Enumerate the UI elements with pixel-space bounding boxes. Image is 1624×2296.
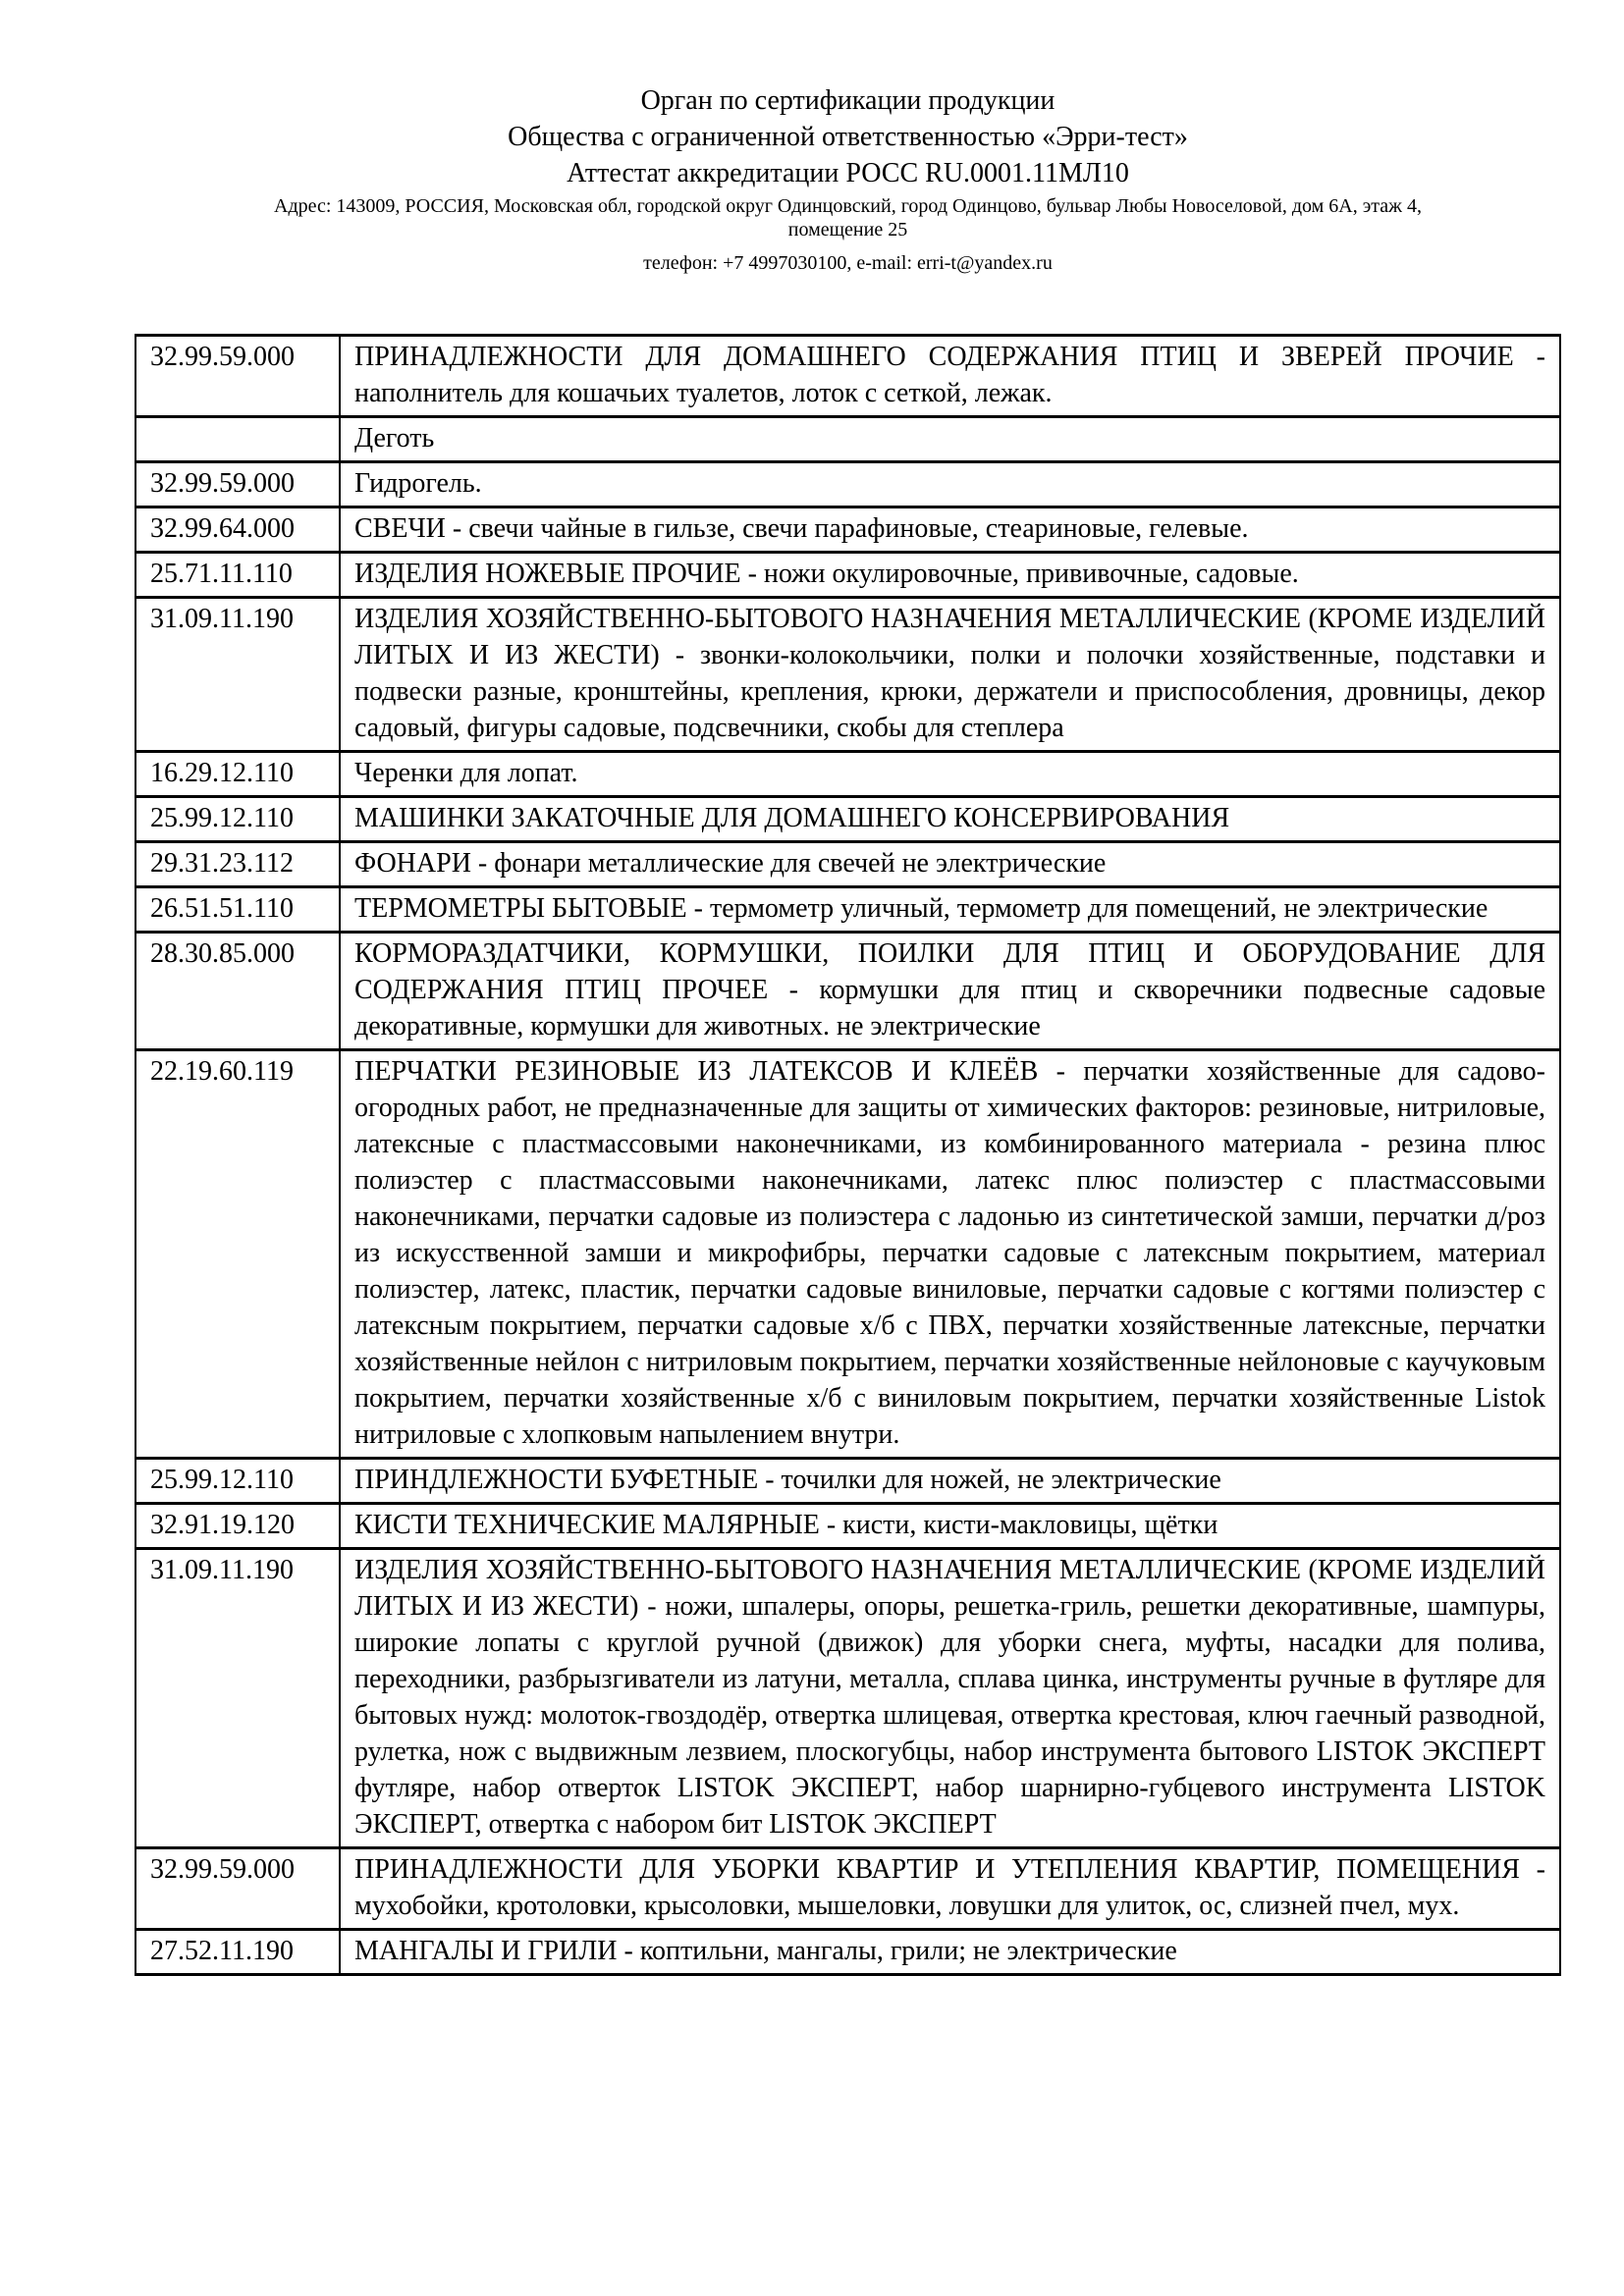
code-cell: 32.99.64.000 xyxy=(135,507,340,553)
description-cell: ПРИНАДЛЕЖНОСТИ ДЛЯ ДОМАШНЕГО СОДЕРЖАНИЯ ПТИЦ И ЗВЕРЕЙ ПРОЧИЕ - наполнитель для кошачьих туалетов, лоток с сеткой, лежак. xyxy=(340,336,1560,417)
table-row xyxy=(135,752,1560,797)
code-cell: 25.71.11.110 xyxy=(135,553,340,598)
table-row xyxy=(135,417,1560,462)
contact-line: телефон: +7 4997030100, e-mail: erri-t@yandex.ru xyxy=(643,252,1053,274)
table-row xyxy=(135,1848,1560,1930)
table-row xyxy=(135,507,1560,553)
description-cell: КОРМОРАЗДАТЧИКИ, КОРМУШКИ, ПОИЛКИ ДЛЯ ПТИЦ И ОБОРУДОВАНИЕ ДЛЯ СОДЕРЖАНИЯ ПТИЦ ПРОЧЕЕ - кормушки для птиц и скворечники подвесные садовые декоративные, кормушки для животных. не электрические xyxy=(340,933,1560,1050)
table-row xyxy=(135,842,1560,887)
table-row xyxy=(135,1549,1560,1848)
description-cell: СВЕЧИ - свечи чайные в гильзе, свечи парафиновые, стеариновые, гелевые. xyxy=(340,507,1560,553)
code-cell: 32.99.59.000 xyxy=(135,1848,340,1930)
table-row xyxy=(135,797,1560,842)
description-cell: ИЗДЕЛИЯ ХОЗЯЙСТВЕННО-БЫТОВОГО НАЗНАЧЕНИЯ МЕТАЛЛИЧЕСКИЕ (КРОМЕ ИЗДЕЛИЙ ЛИТЫХ И ИЗ ЖЕСТИ) - звонки-колокольчики, полки и полочки хозяйственные, подставки и подвески разные, кронштейны, крепления, крюки, держатели и приспособления, дровницы, декор садовый, фигуры садовые, подсвечники, скобы для степлера xyxy=(340,598,1560,752)
table-row xyxy=(135,1504,1560,1549)
table-row xyxy=(135,336,1560,417)
table-row xyxy=(135,1459,1560,1504)
product-table xyxy=(135,334,1561,1976)
table-row xyxy=(135,933,1560,1050)
description-cell: ИЗДЕЛИЯ НОЖЕВЫЕ ПРОЧИЕ - ножи окулировочные, прививочные, садовые. xyxy=(340,553,1560,598)
table-row xyxy=(135,598,1560,752)
address-line-1: Адрес: 143009, РОССИЯ, Московская обл, городской округ Одинцовский, город Одинцово, бульвар Любы Новоселовой, дом 6А, этаж 4, xyxy=(274,195,1422,217)
code-cell: 32.99.59.000 xyxy=(135,336,340,417)
description-cell: ПЕРЧАТКИ РЕЗИНОВЫЕ ИЗ ЛАТЕКСОВ И КЛЕЁВ - перчатки хозяйственные для садово-огородных работ, не предназначенные для защиты от химических факторов: резиновые, нитриловые, латексные с пластмассовыми наконечниками, из комбинированного материала - резина плюс полиэстер с пластмассовыми наконечниками, латекс плюс полиэстер с пластмассовыми наконечниками, перчатки садовые из полиэстера с ладонью из синтетической замши, перчатки д/роз из искусственной замши и микрофибры, перчатки садовые с латексным покрытием, материал полиэстер, латекс, пластик, перчатки садовые виниловые, перчатки садовые с когтями полиэстер с латексным покрытием, перчатки садовые х/б с ПВХ, перчатки хозяйственные латексные, перчатки хозяйственные нейлон с нитриловым покрытием, перчатки хозяйственные нейлоновые с каучуковым покрытием, перчатки хозяйственные х/б с виниловым покрытием, перчатки хозяйственные Listok нитриловые с хлопковым напылением внутри. xyxy=(340,1050,1560,1459)
letterhead xyxy=(135,0,1561,275)
description-cell: МАНГАЛЫ И ГРИЛИ - коптильни, мангалы, грили; не электрические xyxy=(340,1930,1560,1975)
description-cell: Черенки для лопат. xyxy=(340,752,1560,797)
description-cell: ПРИНДЛЕЖНОСТИ БУФЕТНЫЕ - точилки для ножей, не электрические xyxy=(340,1459,1560,1504)
code-cell: 32.91.19.120 xyxy=(135,1504,340,1549)
table-row xyxy=(135,1930,1560,1975)
description-cell: ТЕРМОМЕТРЫ БЫТОВЫЕ - термометр уличный, термометр для помещений, не электрические xyxy=(340,887,1560,933)
code-cell: 26.51.51.110 xyxy=(135,887,340,933)
org-name-line-1: Орган по сертификации продукции xyxy=(640,85,1056,116)
code-cell: 31.09.11.190 xyxy=(135,598,340,752)
address-block xyxy=(135,194,1561,241)
description-cell: МАШИНКИ ЗАКАТОЧНЫЕ ДЛЯ ДОМАШНЕГО КОНСЕРВИРОВАНИЯ xyxy=(340,797,1560,842)
description-cell: Гидрогель. xyxy=(340,462,1560,507)
code-cell: 28.30.85.000 xyxy=(135,933,340,1050)
code-cell: 16.29.12.110 xyxy=(135,752,340,797)
code-cell: 27.52.11.190 xyxy=(135,1930,340,1975)
code-cell: 32.99.59.000 xyxy=(135,462,340,507)
accreditation-line: Аттестат аккредитации РОСС RU.0001.11МЛ10 xyxy=(567,158,1129,188)
table-row xyxy=(135,887,1560,933)
table-row xyxy=(135,1050,1560,1459)
address-line-2: помещение 25 xyxy=(787,219,908,240)
document-content xyxy=(135,0,1561,1976)
code-cell: 22.19.60.119 xyxy=(135,1050,340,1459)
table-row xyxy=(135,553,1560,598)
description-cell: ФОНАРИ - фонари металлические для свечей не электрические xyxy=(340,842,1560,887)
description-cell: ПРИНАДЛЕЖНОСТИ ДЛЯ УБОРКИ КВАРТИР И УТЕПЛЕНИЯ КВАРТИР, ПОМЕЩЕНИЯ - мухобойки, кротоловки, крысоловки, мышеловки, ловушки для улиток, ос, слизней пчел, мух. xyxy=(340,1848,1560,1930)
code-cell xyxy=(135,417,340,462)
code-cell: 25.99.12.110 xyxy=(135,1459,340,1504)
table-row xyxy=(135,462,1560,507)
description-cell: ИЗДЕЛИЯ ХОЗЯЙСТВЕННО-БЫТОВОГО НАЗНАЧЕНИЯ МЕТАЛЛИЧЕСКИЕ (КРОМЕ ИЗДЕЛИЙ ЛИТЫХ И ИЗ ЖЕСТИ) - ножи, шпалеры, опоры, решетка-гриль, решетки декоративные, шампуры, широкие лопаты с круглой ручной (движок) для уборки снега, муфты, насадки для полива, переходники, разбрызгиватели из латуни, металла, сплава цинка, инструменты ручные в футляре для бытовых нужд: молоток-гвоздодёр, отвертка шлицевая, отвертка крестовая, ключ гаечный разводной, рулетка, нож с выдвижным лезвием, плоскогубцы, набор инструмента бытового LISTOK ЭКСПЕРТ футляре, набор отверток LISTOK ЭКСПЕРТ, набор шарнирно-губцевого инструмента LISTOK ЭКСПЕРТ, отвертка с набором бит LISTOK ЭКСПЕРТ xyxy=(340,1549,1560,1848)
description-cell: КИСТИ ТЕХНИЧЕСКИЕ МАЛЯРНЫЕ - кисти, кисти-макловицы, щётки xyxy=(340,1504,1560,1549)
code-cell: 31.09.11.190 xyxy=(135,1549,340,1848)
code-cell: 29.31.23.112 xyxy=(135,842,340,887)
code-cell: 25.99.12.110 xyxy=(135,797,340,842)
org-name-line-2: Общества с ограниченной ответственностью «Эрри-тест» xyxy=(508,122,1188,152)
description-cell: Деготь xyxy=(340,417,1560,462)
